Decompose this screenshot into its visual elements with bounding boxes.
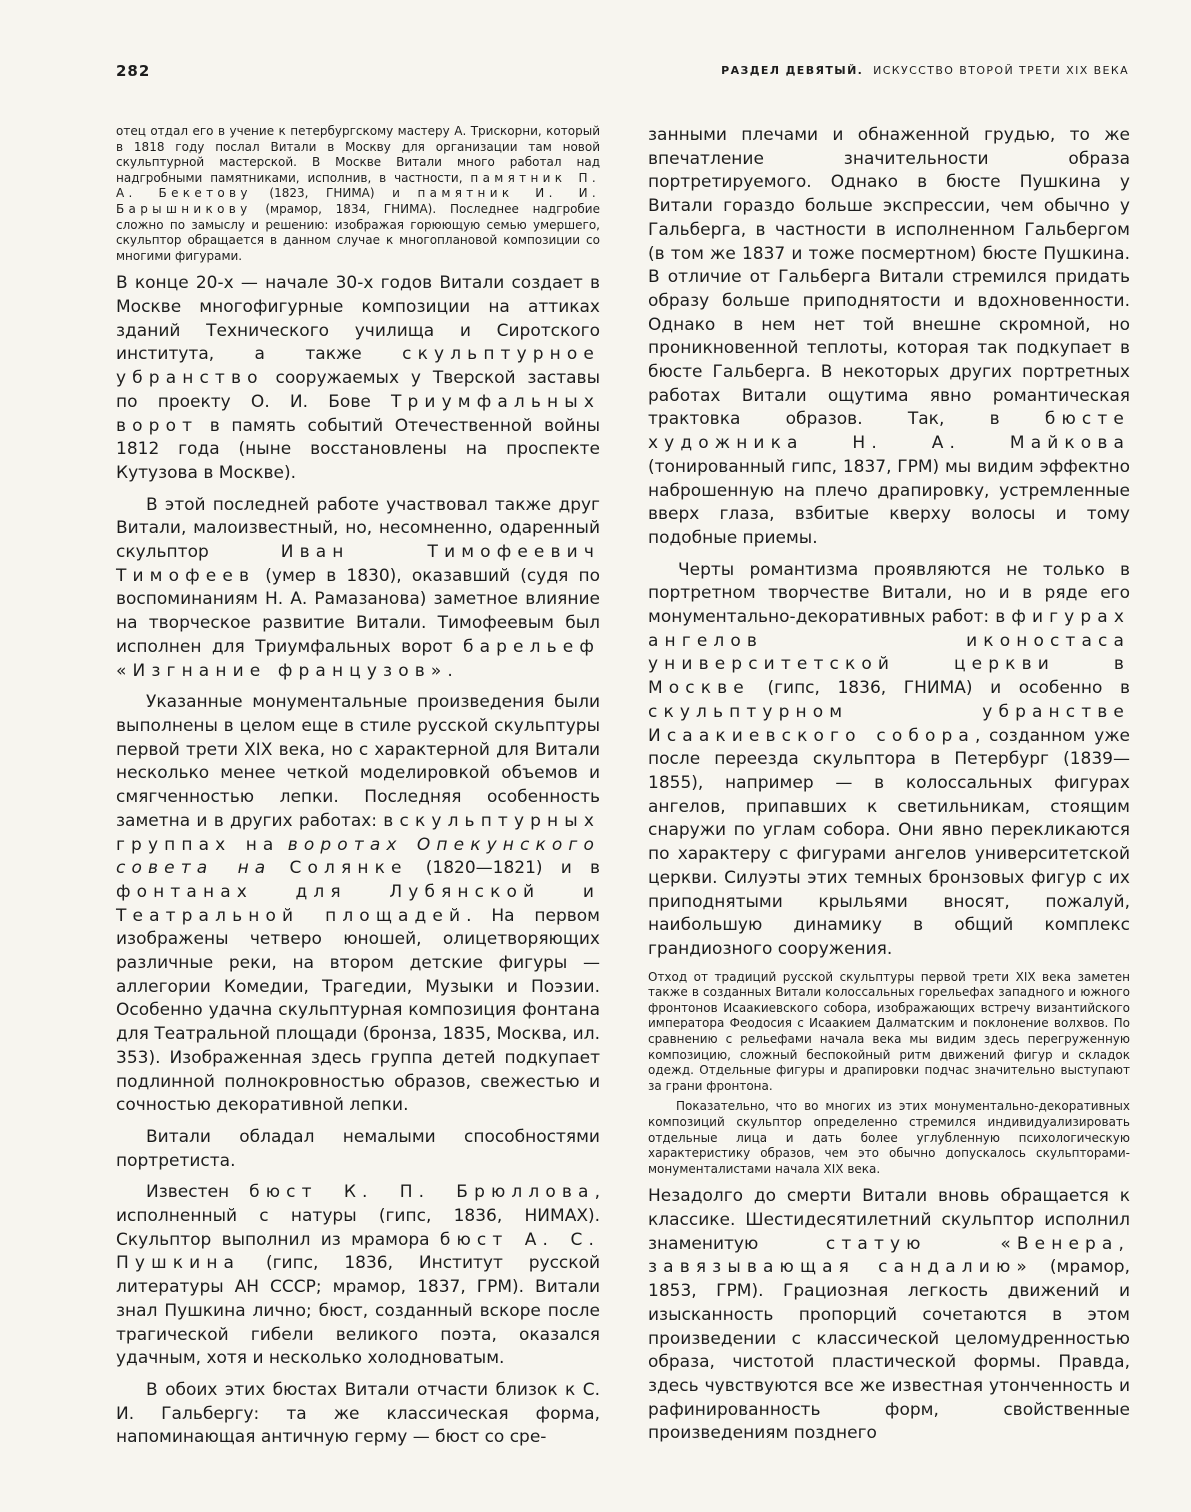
text-run: Показательно, что во многих из этих монументально-декоративных композиций скульптор определенно стремился индивидуализировать отдельные лица и дать более углубленную психологическую характеристику образов, чем это обычно допускалось скульпторами-монументалистами начала XIX века.	[648, 1099, 1130, 1176]
paragraph	[116, 1379, 600, 1450]
text-run: (мрамор, 1853, ГРМ). Грациозная легкость движений и изысканность пропорций сочетаются в этом произведении с классической целомудренностью образа, чистотой пластической формы. Правда, здесь чувствуются все же известная утонченность и рафинированность форм, свойственные произведениям позднего	[648, 1257, 1130, 1444]
running-head	[721, 64, 1129, 77]
text-run: В этой последней работе участвовал также друг Витали, малоизвестный, но, несомненно, одаренный скульптор	[116, 494, 600, 563]
emphasized-text: памятник И. И. Барышникову	[116, 186, 601, 216]
emphasized-text: памятник П. А. Бекетову	[116, 170, 600, 201]
paragraph	[116, 124, 600, 264]
emphasized-text: скульптурное убранство	[116, 344, 600, 389]
text-run: (мрамор, 1834, ГНИМА). Последнее надгробие сложно по замыслу и решению: изображая горюющую семью умершего, скульптор обращается в данном случае к многоплановой композиции со многими фигурами.	[116, 201, 600, 263]
text-run: Отход от традиций русской скульптуры первой трети XIX века заметен также в созданных Витали колоссальных горельефах западного и южного фронтонов Исаакиевского собора, изображающих встречу византийского императора Феодосия с Исаакием Далматским и поклонение волхвов. По сравнению с рельефами начала века мы видим здесь перегруженную композицию, сложный беспокойный ритм движений фигур и складок одежд. Отдельные фигуры и драпировки подчас значительно выступают за грани фронтона.	[648, 969, 1130, 1093]
page-number: 282	[116, 62, 151, 80]
emphasized-text: фонтанах для Лубянской и Театральной площадей	[116, 881, 600, 926]
paragraph	[116, 691, 600, 1118]
emphasized-text: Солянке	[289, 858, 408, 879]
emphasized-text: статую «Венера, завязывающая сандалию»	[648, 1233, 1130, 1278]
paragraph	[116, 1126, 600, 1173]
text-run: в память событий Отечественной войны 1812 года (ныне восстановлены на проспекте Кутузова в Москве).	[116, 415, 600, 483]
left-column	[116, 124, 600, 1450]
text-run: (умер в 1830), оказавший (судя по воспоминаниям Н. А. Рамазанова) заметное влияние на творческое развитие Витали. Тимофеевым был исполнен для Триумфальных ворот	[116, 565, 600, 657]
text-run: Черты романтизма проявляются не только в портретном творчестве Витали, но и в ряде его монументально-декоративных работ: в	[648, 559, 1130, 628]
text-run: Витали обладал немалыми способностями портретиста.	[116, 1126, 600, 1171]
text-run: .	[447, 660, 453, 681]
running-head-section: РАЗДЕЛ ДЕВЯТЫЙ.	[721, 64, 864, 77]
text-run: (1820—1821) и в	[407, 858, 600, 879]
emphasized-text: скульптурном убранстве Исаакиевского собора	[648, 701, 1130, 746]
text-run: . На первом изображены четверо юношей, олицетворяющих различные реки, на втором детские фигуры — аллегории Комедии, Трагедии, Музыки и Поэзии. Особенно удачна скульптурная композиция фонтана для Театральной площади (бронза, 1835, Москва, ил. 353). Изображенная здесь группа детей подкупает подлинной полнокровностью образов, свежестью и сочностью декоративной лепки.	[116, 905, 600, 1116]
emphasized-text: барельеф «Изгнание французов»	[116, 636, 600, 681]
emphasized-text: бюст К. П. Брюллова	[249, 1182, 595, 1203]
right-column	[648, 124, 1130, 1446]
text-run: занными плечами и обнаженной грудью, то же впечатление значительности образа портретируемого. Однако в бюсте Пушкина у Витали гораздо больше экспрессии, чем обычно у Гальберга, в частности в исполненном Гальбергом (в том же 1837 и тоже посмертном) бюсте Пушкина. В отличие от Гальберга Витали стремился придать образу больше приподнятости и вдохновенности. Однако в нем нет той внешне скромной, но проникновенной теплоты, которая так подкупает в бюсте Гальберга. В некоторых других портретных работах Витали ощутима явно романтическая трактовка образов. Так, в	[648, 125, 1130, 430]
text-run: Указанные монументальные произведения были выполнены в целом еще в стиле русской скульптуры первой трети XIX века, но с характерной для Витали несколько менее четкой моделировкой объемов и смягченностью лепки. Последняя особенность заметна и в других работах: в	[116, 692, 600, 831]
running-head-title: ИСКУССТВО ВТОРОЙ ТРЕТИ XIX ВЕКА	[873, 64, 1129, 77]
paragraph	[648, 124, 1130, 551]
text-run: (1823, ГНИМА) и	[251, 186, 418, 201]
text-run: отец отдал его в учение к петербургскому мастеру А. Трискорни, который в 1818 году послал Витали в Москву для организации там новой скульптурной мастерской. В Москве Витали много работал над надгробными памятниками, исполнив, в частности,	[116, 124, 600, 185]
text-run	[279, 835, 287, 855]
text-run: (тонированный гипс, 1837, ГРМ) мы видим эффектно наброшенную на плечо драпировку, устремленные вверх глаза, взбитые кверху волосы и тому подобные приемы.	[648, 456, 1130, 548]
emphasized-text: фигурах ангелов иконостаса университетской церкви в Москве	[648, 607, 1130, 699]
paragraph	[116, 494, 600, 684]
text-run: , созданном уже после переезда скульптора в Петербург (1839—1855), например — в колоссальных фигурах ангелов, припавших к светильникам, стоящим снаружи по углам собора. Они явно перекликаются по характеру с фигурами ангелов университетской церкви. Силуэты этих темных бронзовых фигур с их приподнятыми крыльями вносят, пожалуй, наибольшую динамику в общий комплекс грандиозного сооружения.	[648, 725, 1130, 959]
paragraph	[648, 1099, 1130, 1177]
text-run: В обоих этих бюстах Витали отчасти близок к С. И. Гальбергу: та же классическая форма, напоминающая античную герму — бюст со сре-	[116, 1379, 600, 1448]
emphasized-text: Триумфальных ворот	[116, 391, 600, 436]
paragraph	[116, 272, 600, 485]
text-run: Известен	[146, 1182, 250, 1203]
text-run: (гипс, 1836, ГНИМА) и особенно в	[749, 678, 1130, 699]
text-run: , исполненный с натуры (гипс, 1836, НИМАХ). Скульптор выполнил из мрамора	[116, 1182, 601, 1250]
text-run: (гипс, 1836, Институт русской литературы АН СССР; мрамор, 1837, ГРМ). Витали знал Пушкина лично; бюст, созданный вскоре после трагической гибели великого поэта, оказался удачным, хотя и несколько холодноватым.	[116, 1253, 600, 1369]
text-run: Незадолго до смерти Витали вновь обращается к классике. Шестидесятилетний скульптор исполнил знаменитую	[648, 1186, 1130, 1254]
paragraph	[648, 970, 1130, 1095]
emphasized-text: бюсте художника Н. А. Майкова	[648, 409, 1130, 454]
emphasized-text: Иван Тимофеевич Тимофеев	[116, 542, 600, 586]
text-run	[271, 858, 289, 878]
emphasized-text: бюст А. С. Пушкина	[116, 1229, 600, 1274]
emphasized-text: скульптурных группах на	[116, 810, 600, 855]
paragraph	[116, 1181, 600, 1371]
text-run: В конце 20-х — начале 30-х годов Витали создает в Москве многофигурные композиции на аттиках зданий Технического училища и Сиротского института, а также	[116, 273, 600, 365]
paragraph	[648, 1185, 1130, 1446]
paragraph	[648, 559, 1130, 962]
text-run: сооружаемых у Тверской заставы по проекту О. И. Бове	[116, 368, 600, 412]
emphasized-text: воротах Опекунского совета на	[116, 834, 600, 879]
page-header	[116, 62, 1129, 86]
